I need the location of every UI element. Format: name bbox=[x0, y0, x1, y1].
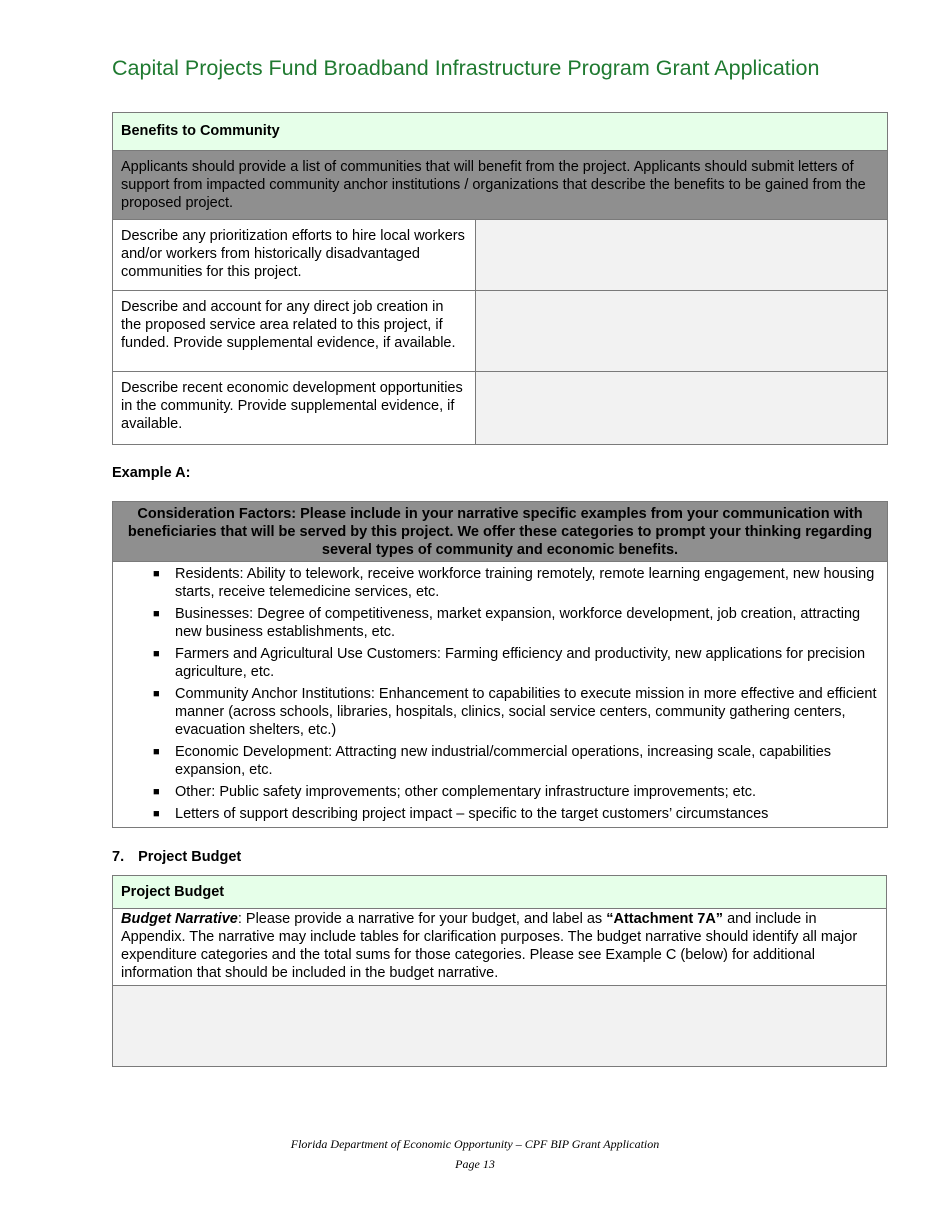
example-a-label: Example A: bbox=[112, 465, 191, 481]
benefits-to-community-table bbox=[112, 112, 888, 445]
list-item: ■ Economic Development: Attracting new industrial/commercial operations, increasing scale, capabilities expansion, etc. bbox=[153, 744, 832, 778]
footer-text: Florida Department of Economic Opportunity – CPF BIP Grant Application bbox=[290, 1137, 660, 1151]
page-number: Page 13 bbox=[455, 1157, 495, 1171]
budget-narrative-label: Budget Narrative bbox=[121, 911, 238, 927]
bullet-icon: ■ bbox=[153, 648, 160, 660]
attachment-label: “Attachment 7A” bbox=[606, 911, 724, 927]
budget-narrative-instructions: Budget Narrative: Please provide a narrative for your budget, and label as “Attachment 7A” and include in Appendix. The narrative may include tables for clarification purposes. The budget narrative should identify all major expenditure categories and the total sums for those categories. Please see Example C (below) for additional information that should be included in the budget narrative. bbox=[113, 909, 887, 986]
economic-development-answer-field[interactable] bbox=[476, 372, 888, 445]
list-item: ■ Community Anchor Institutions: Enhancement to capabilities to execute mission in more effective and efficient manner (across schools, libraries, hospitals, clinics, social service centers, community gathering centers, evacuation shelters, etc.) bbox=[153, 686, 877, 738]
consideration-factors-table bbox=[112, 501, 888, 828]
economic-development-question: Describe recent economic development opportunities in the community. Provide supplemental evidence, if available. bbox=[113, 372, 476, 445]
section-title: Project Budget bbox=[138, 849, 242, 865]
hiring-prioritization-question: Describe any prioritization efforts to hire local workers and/or workers from historically disadvantaged communities for this project. bbox=[113, 220, 476, 291]
bullet-icon: ■ bbox=[153, 786, 160, 798]
project-budget-section-heading bbox=[112, 849, 241, 865]
bullet-icon: ■ bbox=[153, 688, 160, 700]
hiring-prioritization-answer-field[interactable] bbox=[476, 220, 888, 291]
job-creation-answer-field[interactable] bbox=[476, 291, 888, 372]
bullet-icon: ■ bbox=[153, 808, 160, 820]
project-budget-table bbox=[112, 875, 887, 1067]
list-item: ■ Letters of support describing project impact – specific to the target customers’ circumstances bbox=[153, 806, 769, 822]
section-number: 7. bbox=[112, 849, 125, 865]
page-title: Capital Projects Fund Broadband Infrastructure Program Grant Application bbox=[112, 56, 820, 80]
list-item: ■ Farmers and Agricultural Use Customers: Farming efficiency and productivity, new applications for precision agriculture, etc. bbox=[153, 646, 866, 680]
list-item: ■ Businesses: Degree of competitiveness, market expansion, workforce development, job creation, attracting new business establishments, etc. bbox=[153, 606, 861, 640]
bullet-icon: ■ bbox=[153, 568, 160, 580]
list-item: ■ Other: Public safety improvements; other complementary infrastructure improvements; etc. bbox=[153, 784, 757, 800]
benefits-instructions: Applicants should provide a list of communities that will benefit from the project. Applicants should submit letters of support from impacted community anchor institutions / organizations that describe the benefits to be gained from the proposed project. bbox=[113, 151, 888, 220]
bullet-icon: ■ bbox=[153, 608, 160, 620]
bullet-icon: ■ bbox=[153, 746, 160, 758]
consideration-factors-list-cell bbox=[113, 562, 888, 828]
job-creation-question: Describe and account for any direct job creation in the proposed service area related to this project, if funded. Provide supplemental evidence, if available. bbox=[113, 291, 476, 372]
list-item: ■ Residents: Ability to telework, receive workforce training remotely, remote learning engagement, new housing starts, receive telemedicine services, etc. bbox=[153, 566, 875, 600]
benefits-header: Benefits to Community bbox=[113, 113, 888, 151]
project-budget-header: Project Budget bbox=[113, 876, 887, 909]
budget-narrative-answer-field[interactable] bbox=[113, 986, 887, 1067]
consideration-factors-list bbox=[113, 565, 879, 823]
consideration-factors-header: Consideration Factors: Please include in your narrative specific examples from your communication with beneficiaries that will be served by this project. We offer these categories to prompt your thinking regarding several types of community and economic benefits. bbox=[113, 502, 888, 562]
